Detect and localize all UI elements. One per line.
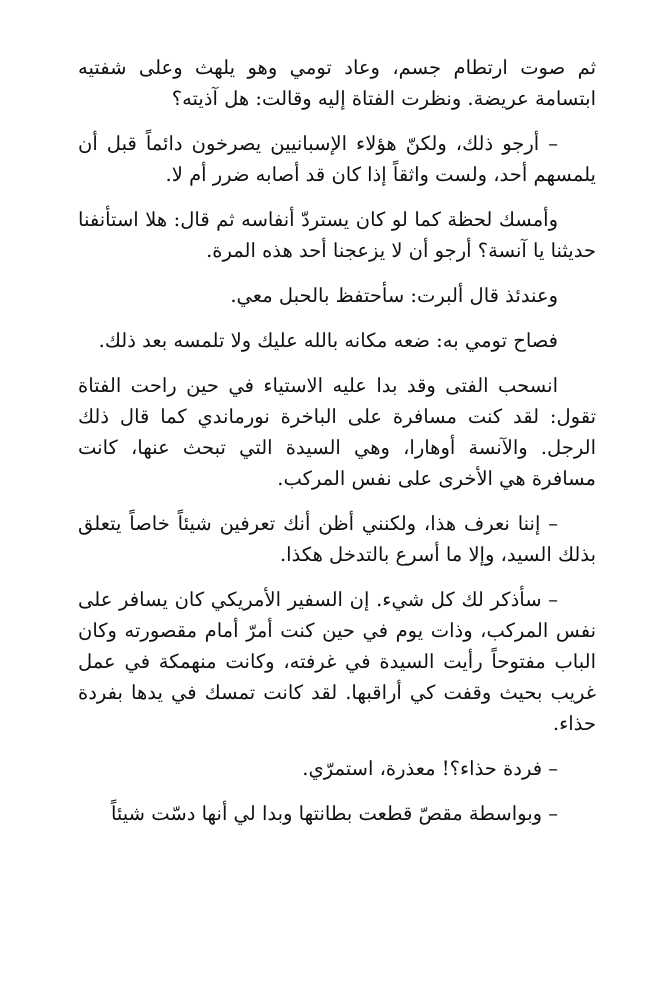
paragraph-10: – وبواسطة مقصّ قطعت بطانتها وبدا لي أنها دسّت شيئاً <box>110 802 558 825</box>
paragraph-8: – سأذكر لك كل شيء. إن السفير الأمريكي كان يسافر على نفس المركب، وذات يوم في حين كنت أمرّ أمام مقصورته وكان الباب مفتوحاً رأيت السيدة في غرفته، وكانت منهمكة في عمل غريب بحيث وقفت كي أراقبها. لقد كانت تمسك في يدها بفردة حذاء. <box>78 588 596 735</box>
paragraph-3: وأمسك لحظة كما لو كان يستردّ أنفاسه ثم قال: هلا استأنفنا حديثنا يا آنسة؟ أرجو أن لا يزعجنا أحد هذه المرة. <box>78 208 596 262</box>
paragraph-7: – إننا نعرف هذا، ولكنني أظن أنك تعرفين شيئاً خاصاً يتعلق بذلك السيد، وإلا ما أسرع بالتدخل هكذا. <box>78 512 596 566</box>
paragraph-1: ثم صوت ارتطام جسم، وعاد تومي وهو يلهث وعلى شفتيه ابتسامة عريضة. ونظرت الفتاة إليه وقالت: هل آذيته؟ <box>78 56 596 110</box>
paragraph-4: وعندئذ قال ألبرت: سأحتفظ بالحبل معي. <box>230 284 558 307</box>
paragraph-9: – فردة حذاء؟! معذرة، استمرّي. <box>302 757 558 780</box>
document-page <box>78 52 596 829</box>
paragraph-5: فصاح تومي به: ضعه مكانه بالله عليك ولا تلمسه بعد ذلك. <box>98 329 558 352</box>
paragraph-2: – أرجو ذلك، ولكنّ هؤلاء الإسبانيين يصرخون دائماً قبل أن يلمسهم أحد، ولست واثقاً إذا كان قد أصابه ضرر أم لا. <box>78 132 596 186</box>
paragraph-6: انسحب الفتى وقد بدا عليه الاستياء في حين راحت الفتاة تقول: لقد كنت مسافرة على الباخرة نورماندي كما قال ذلك الرجل. والآنسة أوهارا، وهي السيدة التي تبحث عنها، كانت مسافرة هي الأخرى على نفس المركب. <box>78 374 596 490</box>
